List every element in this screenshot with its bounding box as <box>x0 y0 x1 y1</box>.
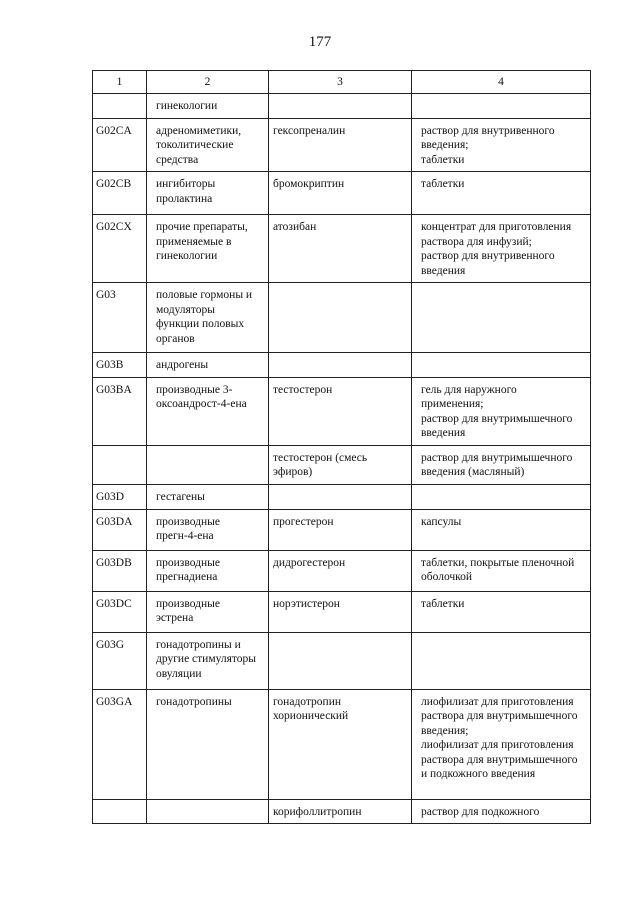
dosage-form-cell <box>412 94 591 119</box>
substance-cell <box>269 689 412 799</box>
atc-code-cell: G03DC <box>93 591 147 632</box>
atc-code-cell: G02CX <box>93 215 147 283</box>
group-line: токолитические <box>156 139 234 151</box>
dosage-form-line: введения; <box>421 139 469 151</box>
dosage-form-cell <box>412 353 591 378</box>
dosage-form-line: лиофилизат для приготовления <box>421 695 574 708</box>
substance-cell <box>269 215 412 283</box>
table-row <box>93 509 591 550</box>
substance-cell <box>269 484 412 509</box>
substance-line: гексопреналин <box>273 124 346 137</box>
substance-cell <box>269 172 412 215</box>
substance-cell <box>269 799 412 824</box>
dosage-form-line: таблетки <box>421 597 465 610</box>
atc-code-cell: G02CB <box>93 172 147 215</box>
dosage-form-line: таблетки <box>421 178 465 190</box>
group-cell <box>147 445 269 484</box>
dosage-form-line: капсулы <box>421 515 462 528</box>
group-line: оксоандрост-4-ена <box>156 398 247 410</box>
header-cell-2: 2 <box>147 71 269 94</box>
table-row <box>93 118 591 172</box>
table-row <box>93 689 591 799</box>
dosage-form-line: раствор для внутримышечного <box>421 451 573 464</box>
dosage-form-cell <box>412 118 591 172</box>
dosage-form-cell <box>412 632 591 689</box>
dosage-form-line: и подкожного введения <box>421 768 536 780</box>
atc-code-cell: G03DA <box>93 509 147 550</box>
dosage-form-line: раствора для внутримышечного <box>421 753 578 766</box>
atc-code-cell: G03DB <box>93 550 147 591</box>
atc-code-cell: G03D <box>93 484 147 509</box>
header-cell-1: 1 <box>93 71 147 94</box>
substance-line: прогестерон <box>273 515 334 528</box>
dosage-form-line: введения <box>421 427 466 439</box>
table-row <box>93 550 591 591</box>
substance-cell <box>269 509 412 550</box>
group-line: гонадотропины и <box>156 638 241 651</box>
dosage-form-cell <box>412 550 591 591</box>
group-line: органов <box>156 332 195 345</box>
group-line: овуляции <box>156 667 202 680</box>
group-line: модуляторы <box>156 303 215 316</box>
substance-line: эфиров) <box>273 466 313 478</box>
table-row <box>93 484 591 509</box>
group-line: производные <box>156 556 220 569</box>
dosage-form-line: таблетки, покрытые пленочной <box>421 556 575 569</box>
group-line: пролактина <box>156 192 213 205</box>
drug-table <box>92 70 591 824</box>
substance-line: норэтистерон <box>273 597 340 610</box>
dosage-form-cell <box>412 215 591 283</box>
dosage-form-line: раствора для внутримышечного <box>421 710 578 722</box>
substance-line: хорионический <box>273 710 349 722</box>
group-cell <box>147 632 269 689</box>
group-line: прегнадиена <box>156 571 218 583</box>
dosage-form-line: раствора для инфузий; <box>421 235 532 248</box>
substance-cell <box>269 118 412 172</box>
table-row <box>93 377 591 445</box>
substance-line: бромокриптин <box>273 178 345 190</box>
atc-code-cell: G03GA <box>93 689 147 799</box>
dosage-form-cell <box>412 591 591 632</box>
dosage-form-line: раствор для подкожного <box>421 805 540 818</box>
group-cell <box>147 172 269 215</box>
group-cell <box>147 215 269 283</box>
dosage-form-cell <box>412 172 591 215</box>
table-row <box>93 172 591 215</box>
group-line: андрогены <box>156 359 209 371</box>
header-cell-3: 3 <box>269 71 412 94</box>
substance-line: дидрогестерон <box>273 556 346 569</box>
group-line: ингибиторы <box>156 178 216 190</box>
dosage-form-line: раствор для внутривенного <box>421 250 555 262</box>
group-cell <box>147 94 269 119</box>
table-row <box>93 94 591 119</box>
table-row <box>93 215 591 283</box>
substance-cell <box>269 445 412 484</box>
atc-code-cell: G03BA <box>93 377 147 445</box>
group-cell <box>147 377 269 445</box>
substance-line: тестостерон (смесь <box>273 451 368 464</box>
table-row <box>93 445 591 484</box>
group-line: применяемые в <box>156 235 232 248</box>
table-row <box>93 283 591 353</box>
group-line: половые гормоны и <box>156 289 253 301</box>
dosage-form-cell <box>412 445 591 484</box>
group-cell <box>147 484 269 509</box>
group-cell <box>147 283 269 353</box>
dosage-form-line: лиофилизат для приготовления <box>421 739 574 751</box>
group-cell <box>147 118 269 172</box>
table-row <box>93 591 591 632</box>
group-line: адреномиметики, <box>156 124 242 137</box>
group-cell <box>147 591 269 632</box>
group-line: гестагены <box>156 490 205 503</box>
dosage-form-cell <box>412 283 591 353</box>
dosage-form-cell <box>412 377 591 445</box>
substance-line: гонадотропин <box>273 695 342 708</box>
atc-code-cell: G03 <box>93 283 147 353</box>
group-line: гинекологии <box>156 100 218 112</box>
table-header-row <box>93 71 591 94</box>
group-cell <box>147 689 269 799</box>
substance-cell <box>269 283 412 353</box>
substance-cell <box>269 377 412 445</box>
group-line: гинекологии <box>156 250 218 262</box>
atc-code-cell: G03G <box>93 632 147 689</box>
substance-line: корифоллитропин <box>273 805 362 818</box>
dosage-form-line: применения; <box>421 398 484 410</box>
dosage-form-line: гель для наружного <box>421 383 517 396</box>
dosage-form-line: раствор для внутримышечного <box>421 412 573 425</box>
dosage-form-line: оболочкой <box>421 571 473 583</box>
dosage-form-line: введения (масляный) <box>421 466 525 478</box>
dosage-form-cell <box>412 484 591 509</box>
substance-line: атозибан <box>273 221 317 233</box>
dosage-form-line: концентрат для приготовления <box>421 221 572 233</box>
group-line: функции половых <box>156 318 245 330</box>
table-row <box>93 353 591 378</box>
group-line: прегн-4-ена <box>156 530 214 542</box>
atc-code-cell <box>93 445 147 484</box>
group-line: прочие препараты, <box>156 221 248 233</box>
dosage-form-line: введения; <box>421 724 469 737</box>
dosage-form-cell <box>412 689 591 799</box>
atc-code-cell: G02CA <box>93 118 147 172</box>
group-line: эстрена <box>156 612 194 624</box>
table-row <box>93 632 591 689</box>
dosage-form-cell <box>412 509 591 550</box>
group-line: гонадотропины <box>156 695 232 708</box>
atc-code-cell <box>93 94 147 119</box>
page-number: 177 <box>308 34 332 50</box>
dosage-form-cell <box>412 799 591 824</box>
group-cell <box>147 509 269 550</box>
table-row <box>93 799 591 824</box>
dosage-form-line: таблетки <box>421 153 465 166</box>
atc-code-cell: G03B <box>93 353 147 378</box>
substance-cell <box>269 591 412 632</box>
group-line: производные 3- <box>156 383 233 396</box>
dosage-form-line: раствор для внутривенного <box>421 124 555 137</box>
group-line: производные <box>156 515 220 528</box>
group-cell <box>147 353 269 378</box>
group-line: производные <box>156 597 220 610</box>
group-cell <box>147 550 269 591</box>
substance-cell <box>269 94 412 119</box>
substance-cell <box>269 353 412 378</box>
group-line: другие стимуляторы <box>156 653 256 665</box>
header-cell-4: 4 <box>412 71 591 94</box>
group-cell <box>147 799 269 824</box>
substance-cell <box>269 632 412 689</box>
dosage-form-line: введения <box>421 264 466 277</box>
atc-code-cell <box>93 799 147 824</box>
substance-line: тестостерон <box>273 383 333 396</box>
group-line: средства <box>156 153 199 166</box>
substance-cell <box>269 550 412 591</box>
